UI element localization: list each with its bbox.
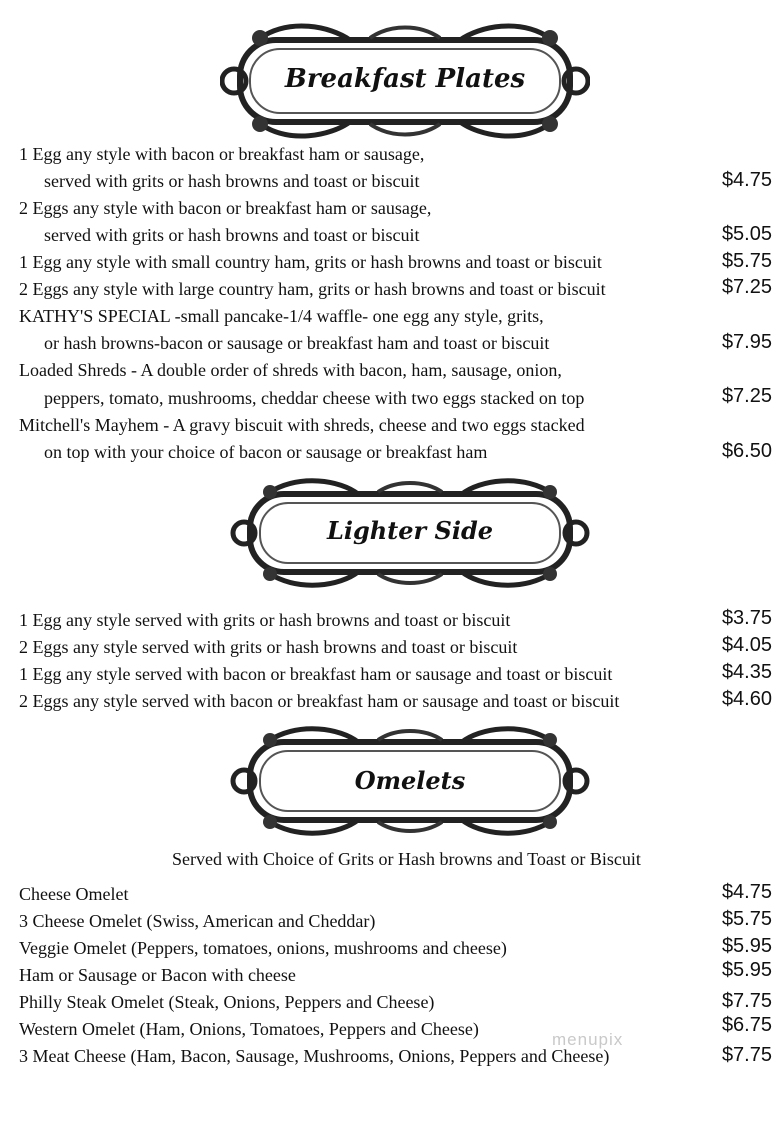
breakfast-item-6-price: $7.25 [721, 385, 772, 407]
omelet-item-7-price: $7.75 [721, 1044, 772, 1066]
lighter-item-1-line1: 1 Egg any style served with grits or hash browns and toast or biscuit [19, 610, 511, 630]
omelets-subtitle: Served with Choice of Grits or Hash browns and Toast or Biscuit [172, 849, 641, 869]
omelet-item-4-price: $5.95 [721, 959, 772, 981]
breakfast-item-7-line1: Mitchell's Mayhem - A gravy biscuit with shreds, cheese and two eggs stacked [19, 415, 585, 435]
lighter-item-2-price: $4.05 [721, 634, 772, 656]
breakfast-item-2-line1: 2 Eggs any style with bacon or breakfast ham or sausage, [19, 198, 432, 218]
breakfast-item-1-price: $4.75 [721, 169, 772, 191]
omelet-item-7-line1: 3 Meat Cheese (Ham, Bacon, Sausage, Mushrooms, Onions, Peppers and Cheese) [19, 1046, 610, 1066]
breakfast-item-3-line1: 1 Egg any style with small country ham, grits or hash browns and toast or biscuit [19, 252, 602, 272]
breakfast-item-5-line1: KATHY'S SPECIAL -small pancake-1/4 waffle- one egg any style, grits, [19, 306, 544, 326]
lighter-item-2-line1: 2 Eggs any style served with grits or hash browns and toast or biscuit [19, 637, 518, 657]
lighter-item-3-line1: 1 Egg any style served with bacon or breakfast ham or sausage and toast or biscuit [19, 664, 613, 684]
omelet-item-3-price: $5.95 [721, 935, 772, 957]
breakfast-item-6-line1: Loaded Shreds - A double order of shreds with bacon, ham, sausage, onion, [19, 360, 562, 380]
breakfast-title: Breakfast Plates [284, 64, 526, 94]
breakfast-item-2-line2: served with grits or hash browns and toast or biscuit [44, 225, 420, 245]
omelet-item-1-price: $4.75 [721, 881, 772, 903]
omelet-item-1-line1: Cheese Omelet [19, 884, 129, 904]
omelets-header-frame [230, 722, 590, 840]
omelet-item-5-price: $7.75 [721, 990, 772, 1012]
breakfast-item-5-line2: or hash browns-bacon or sausage or breakfast ham and toast or biscuit [44, 333, 550, 353]
lighter-item-4-price: $4.60 [721, 688, 772, 710]
breakfast-item-2-price: $5.05 [721, 223, 772, 245]
breakfast-item-1-line1: 1 Egg any style with bacon or breakfast ham or sausage, [19, 144, 425, 164]
lighter-item-1-price: $3.75 [721, 607, 772, 629]
omelet-item-6-price: $6.75 [721, 1014, 772, 1036]
breakfast-item-3-price: $5.75 [721, 250, 772, 272]
breakfast-header-frame [220, 18, 590, 144]
omelets-title: Omelets [354, 766, 466, 795]
breakfast-item-7-price: $6.50 [721, 440, 772, 462]
omelet-item-2-price: $5.75 [721, 908, 772, 930]
lighter-header-frame [230, 474, 590, 592]
breakfast-item-4-price: $7.25 [721, 276, 772, 298]
omelet-item-2-line1: 3 Cheese Omelet (Swiss, American and Cheddar) [19, 911, 376, 931]
breakfast-item-1-line2: served with grits or hash browns and toast or biscuit [44, 171, 420, 191]
lighter-item-3-price: $4.35 [721, 661, 772, 683]
breakfast-item-4-line1: 2 Eggs any style with large country ham, grits or hash browns and toast or biscuit [19, 279, 606, 299]
omelet-item-3-line1: Veggie Omelet (Peppers, tomatoes, onions, mushrooms and cheese) [19, 938, 507, 958]
omelet-item-6-line1: Western Omelet (Ham, Onions, Tomatoes, Peppers and Cheese) [19, 1019, 479, 1039]
breakfast-item-5-price: $7.95 [721, 331, 772, 353]
breakfast-item-6-line2: peppers, tomato, mushrooms, cheddar cheese with two eggs stacked on top [44, 388, 585, 408]
breakfast-item-7-line2: on top with your choice of bacon or sausage or breakfast ham [44, 442, 488, 462]
lighter-item-4-line1: 2 Eggs any style served with bacon or breakfast ham or sausage and toast or biscuit [19, 691, 620, 711]
omelet-item-4-line1: Ham or Sausage or Bacon with cheese [19, 965, 296, 985]
lighter-title: Lighter Side [326, 516, 494, 545]
watermark: menupix [552, 1030, 624, 1049]
omelet-item-5-line1: Philly Steak Omelet (Steak, Onions, Peppers and Cheese) [19, 992, 435, 1012]
